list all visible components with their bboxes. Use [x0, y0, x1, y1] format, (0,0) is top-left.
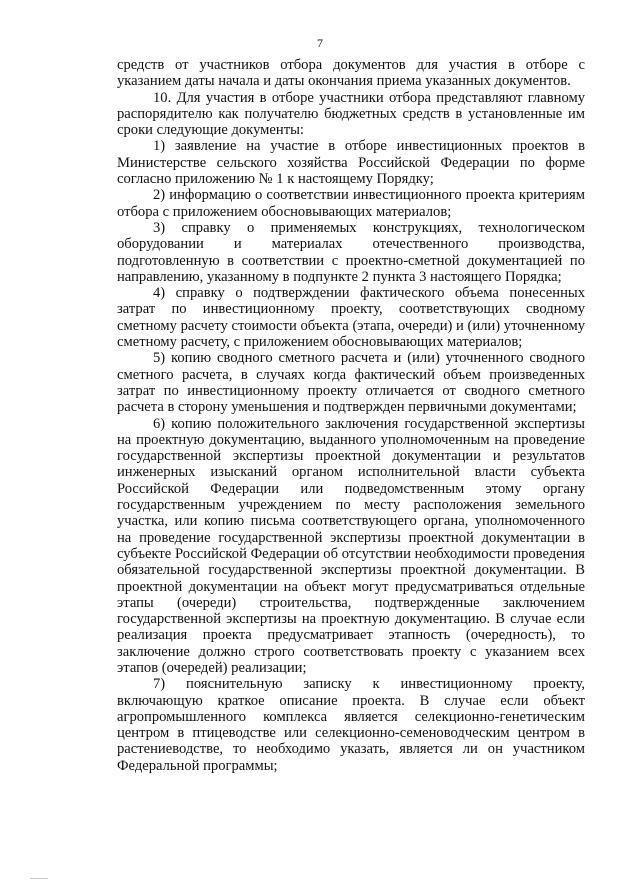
list-item-7-explanatory-note: 7) пояснительную записку к инвестиционному проекту, включающую краткое описание проекта. В случае если объект агропромышленного комплекса является селекционно-генетическим центром в птицеводстве или селекционно-семеноводческим центром в растениеводстве, то необходимо указать, является ли он участником Федеральной программы; — [117, 676, 585, 774]
paragraph-item-10: 10. Для участия в отборе участники отбора представляют главному распорядителю как получателю бюджетных средств в установленные им сроки следующие документы: — [117, 89, 585, 139]
list-item-6-expertise-conclusion: 6) копию положительного заключения государственной экспертизы на проектную документацию, выданного уполномоченным на проведение государственной экспертизы проектной документации и результатов инженерных изысканий органом исполнительной власти субъекта Российской Федерации или подведомственным этому органу государственным учреждением по месту расположения земельного участка, или копию письма соответствующего органа, уполномоченного на проведение государственной экспертизы проектной документации в субъекте Российской Федерации об отсутствии необходимости проведения обязательной государственной экспертизы проектной документации. В проектной документации на объект могут предусматриваться отдельные этапы (очереди) строительства, подтвержденные заключением государственной экспертизы на проектную документацию. В случае если реализация проекта предусматривает этапность (очередность), то заключение должно строго соответствовать проекту с указанием всех этапов (очередей) реализации; — [117, 415, 585, 676]
footer-scan-mark — [30, 878, 48, 879]
paragraph-continuation: средств от участников отбора документов для участия в отборе с указанием даты начала и даты окончания приема указанных документов. — [117, 57, 585, 90]
document-body — [117, 57, 585, 774]
list-item-2-information: 2) информацию о соответствии инвестиционного проекта критериям отбора с приложением обосновывающих материалов; — [117, 187, 585, 220]
page-number: 7 — [317, 36, 323, 50]
list-item-5-estimate-copy: 5) копию сводного сметного расчета и (или) уточненного сводного сметного расчета, в случаях когда фактический объем произведенных затрат по инвестиционному проекту отличается от сводного сметного расчета в сторону уменьшения и подтвержден первичными документами; — [117, 350, 585, 416]
list-item-3-certificate-constructions: 3) справку о применяемых конструкциях, технологическом оборудовании и материалах отечественного производства, подготовленную в соответствии с проектно-сметной документацией по направлению, указанному в подпункте 2 пункта 3 настоящего Порядка; — [117, 219, 585, 285]
list-item-4-certificate-costs: 4) справку о подтверждении фактического объема понесенных затрат по инвестиционному проекту, соответствующих сводному сметному расчету стоимости объекта (этапа, очереди) и (или) уточненному сметному расчету, с приложением обосновывающих материалов; — [117, 285, 585, 351]
list-item-1-application: 1) заявление на участие в отборе инвестиционных проектов в Министерстве сельского хозяйства Российской Федерации по форме согласно приложению № 1 к настоящему Порядку; — [117, 138, 585, 188]
